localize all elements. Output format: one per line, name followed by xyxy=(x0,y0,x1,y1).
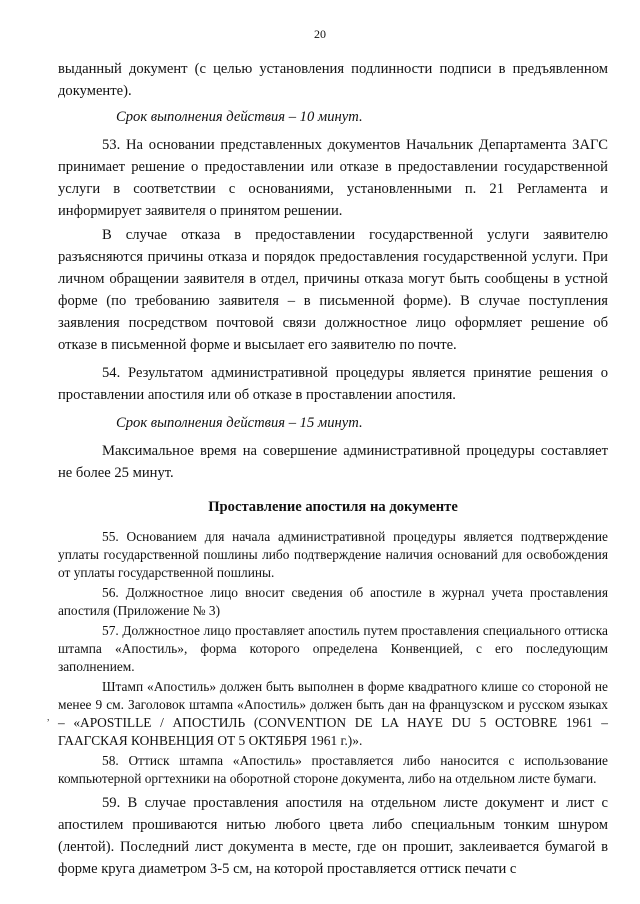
paragraph-54: 54. Результатом административной процедуры является принятие решения о проставлении апостиля или об отказе в проставлении апостиля. xyxy=(58,365,608,403)
section-heading: Проставление апостиля на документе xyxy=(208,499,458,515)
paragraph-59: 59. В случае проставления апостиля на отдельном листе документ и лист с апостилем прошиваются нитью любого цвета либо специальным тонким шнуром (лентой). Последний лист документа в месте, где он прошит, заклеивается бумагой в форме круга диаметром 3-5 см, на которой проставляется оттиск печати с xyxy=(58,795,608,877)
margin-mark: , xyxy=(47,712,50,723)
paragraph-57: 57. Должностное лицо проставляет апостиль путем проставления специального оттиска штампа «Апостиль», форма которого определена Конвенцией, с его последующим заполнением. xyxy=(58,623,608,674)
paragraph-58: 58. Оттиск штампа «Апостиль» проставляется либо наносится с использование компьютерной оргтехники на оборотной стороне документа, либо на отдельном листе бумаги. xyxy=(58,753,608,786)
page-number: 20 xyxy=(314,27,326,41)
paragraph-55: 55. Основанием для начала административной процедуры является подтверждение уплаты государственной пошлины либо подтверждение наличия оснований для освобождения от уплаты государственной пошлины. xyxy=(58,529,608,580)
document-body xyxy=(58,58,608,880)
paragraph-stamp: Штамп «Апостиль» должен быть выполнен в форме квадратного клише со стороной не менее 9 см. Заголовок штампа «Апостиль» должен быть дан на французском и русском языках – «APOSTILLE / АПОСТИЛЬ (CONVENTION DE LA HAYE DU 5 OCTOBRE 1961 – ГААГСКАЯ КОНВЕНЦИЯ ОТ 5 ОКТЯБРЯ 1961 г.)». xyxy=(58,679,608,748)
paragraph-max-time: Максимальное время на совершение административной процедуры составляет не более 25 минут. xyxy=(58,443,608,481)
paragraph-56: 56. Должностное лицо вносит сведения об апостиле в журнал учета проставления апостиля (Приложение № 3) xyxy=(58,585,608,618)
paragraph-53: 53. На основании представленных документов Начальник Департамента ЗАГС принимает решение о предоставлении или отказе в предоставлении государственной услуги в соответствии с основаниями, установленными п. 21 Регламента и информирует заявителя о принятом решении. xyxy=(58,137,608,219)
paragraph-continuation: выданный документ (с целью установления подлинности подписи в предъявленном документе). xyxy=(58,61,608,99)
deadline-note-10-min: Срок выполнения действия – 10 минут. xyxy=(116,109,363,125)
paragraph-refusal: В случае отказа в предоставлении государственной услуги заявителю разъясняются причины отказа и порядок предоставления государственной услуги. При личном обращении заявителя в отдел, причины отказа могут быть сообщены в устной форме (по требованию заявителя – в письменной форме). В случае поступления заявления посредством почтовой связи должностное лицо оформляет решение об отказе в письменной форме и высылает его заявителю по почте. xyxy=(58,227,608,353)
deadline-note-15-min: Срок выполнения действия – 15 минут. xyxy=(116,415,363,431)
